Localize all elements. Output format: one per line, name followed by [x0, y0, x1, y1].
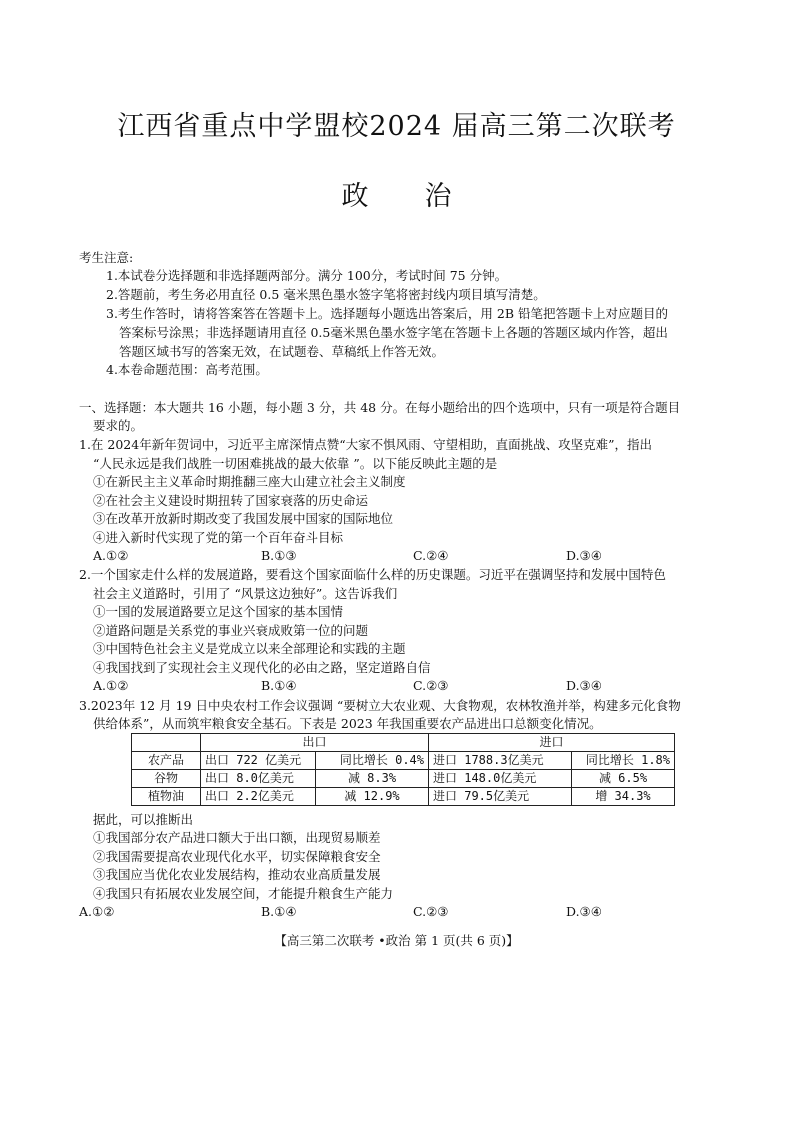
question-option: ③中国特色社会主义是党成立以来全部理论和实践的主题 — [93, 641, 406, 656]
question-option: ①一国的发展道路要立足这个国家的基本国情 — [93, 604, 344, 619]
exam-title: 江西省重点中学盟校2024 届高三第二次联考 — [117, 111, 676, 142]
section-heading: 一、选择题：本大题共 16 小题，每小题 3 分，共 48 分。在每小题给出的四个选项中，只有一项是符合题目 — [79, 400, 681, 415]
notice-item: 3.考生作答时，请将答案答在答题卡上。选择题每小题选出答案后，用 2B 铅笔把答题卡上对应题目的 — [106, 306, 669, 321]
question-stem: 1.在 2024年新年贺词中，习近平主席深情点赞“大家不惧风雨、守望相助，直面挑战、攻坚克难”，指出 — [79, 437, 652, 452]
choice: C.②③ — [413, 904, 449, 919]
table-cell: 进口 79.5亿美元 — [429, 788, 572, 806]
trade-table — [131, 733, 675, 806]
notice-item: 答题区域书写的答案无效，在试题卷、草稿纸上作答无效。 — [119, 344, 445, 359]
page-footer: 【高三第二次联考 •政治 第 1 页(共 6 页)】 — [274, 933, 519, 948]
answer-choices — [93, 547, 653, 565]
question-option: ④我国只有拓展农业发展空间，才能提升粮食生产能力 — [93, 886, 394, 901]
table-header-cell — [132, 734, 201, 752]
table-header-cell: 进口 — [429, 734, 675, 752]
table-header-row — [132, 734, 675, 752]
choice: C.②④ — [413, 548, 449, 563]
table-cell: 谷物 — [132, 770, 201, 788]
question-option: ①我国部分农产品进口额大于出口额，出现贸易顺差 — [93, 830, 381, 845]
choice: A.①② — [79, 904, 115, 919]
table-cell: 农产品 — [132, 752, 201, 770]
notice-item: 4.本卷命题范围：高考范围。 — [106, 362, 268, 377]
table-cell: 增 34.3% — [572, 788, 675, 806]
table-cell: 进口 1788.3亿美元 — [429, 752, 572, 770]
question-option: ②我国需要提高农业现代化水平，切实保障粮食安全 — [93, 849, 381, 864]
section-heading: 要求的。 — [93, 418, 144, 433]
notice-item: 2.答题前，考生务必用直径 0.5 毫米黑色墨水签字笔将密封线内项目填写清楚。 — [106, 287, 546, 302]
choice: D.③④ — [566, 904, 602, 919]
question-option: ③我国应当优化农业发展结构，推动农业高质量发展 — [93, 867, 381, 882]
choice: B.①④ — [261, 904, 297, 919]
answer-choices — [79, 903, 639, 921]
choice: D.③④ — [566, 548, 602, 563]
notice-item: 1.本试卷分选择题和非选择题两部分。满分 100分，考试时间 75 分钟。 — [106, 268, 508, 283]
choice: B.①④ — [261, 678, 297, 693]
question-stem: 3.2023年 12 月 19 日中央农村工作会议强调 “要树立大农业观、大食物观，农林牧渔并举，构建多元化食物 — [79, 698, 681, 713]
question-stem: 供给体系”，从而筑牢粮食安全基石。下表是 2023 年我国重要农产品进出口总额变化情况。 — [93, 716, 602, 731]
table-cell: 出口 722 亿美元 — [201, 752, 316, 770]
table-row — [132, 770, 675, 788]
table-header-cell: 出口 — [201, 734, 429, 752]
subject-char: 治 — [424, 181, 452, 212]
choice: D.③④ — [566, 678, 602, 693]
table-cell: 植物油 — [132, 788, 201, 806]
question-stem: 社会主义道路时，引用了 “风景这边独好”。这告诉我们 — [93, 586, 398, 601]
table-cell: 同比增长 1.8% — [572, 752, 675, 770]
question-lead: 据此，可以推断出 — [93, 812, 194, 827]
table-cell: 出口 2.2亿美元 — [201, 788, 316, 806]
table-cell: 减 12.9% — [316, 788, 429, 806]
choice: B.①③ — [261, 548, 297, 563]
table-cell: 出口 8.0亿美元 — [201, 770, 316, 788]
question-option: ①在新民主主义革命时期推翻三座大山建立社会主义制度 — [93, 474, 406, 489]
question-option: ②在社会主义建设时期扭转了国家衰落的历史命运 — [93, 493, 369, 508]
table-row — [132, 788, 675, 806]
notice-heading: 考生注意: — [79, 250, 134, 265]
answer-choices — [93, 677, 653, 695]
table-cell: 进口 148.0亿美元 — [429, 770, 572, 788]
subject-char: 政 — [341, 181, 369, 212]
choice: A.①② — [93, 548, 129, 563]
question-stem: 2.一个国家走什么样的发展道路，要看这个国家面临什么样的历史课题。习近平在强调坚持和发展中国特色 — [79, 567, 666, 582]
choice: C.②③ — [413, 678, 449, 693]
table-cell: 减 6.5% — [572, 770, 675, 788]
choice: A.①② — [93, 678, 129, 693]
subject-title — [0, 174, 793, 213]
table-cell: 同比增长 0.4% — [316, 752, 429, 770]
notice-item: 答案标号涂黑；非选择题请用直径 0.5毫米黑色墨水签字笔在答题卡上各题的答题区域内作答，超出 — [119, 325, 668, 340]
question-option: ④进入新时代实现了党的第一个百年奋斗目标 — [93, 530, 344, 545]
question-option: ②道路问题是关系党的事业兴衰成败第一位的问题 — [93, 623, 369, 638]
question-stem: “人民永远是我们战胜一切困难挑战的最大依靠 ”。以下能反映此主题的是 — [93, 456, 498, 471]
table-cell: 减 8.3% — [316, 770, 429, 788]
question-option: ③在改革开放新时期改变了我国发展中国家的国际地位 — [93, 511, 394, 526]
table-row — [132, 752, 675, 770]
question-option: ④我国找到了实现社会主义现代化的必由之路，坚定道路自信 — [93, 660, 431, 675]
